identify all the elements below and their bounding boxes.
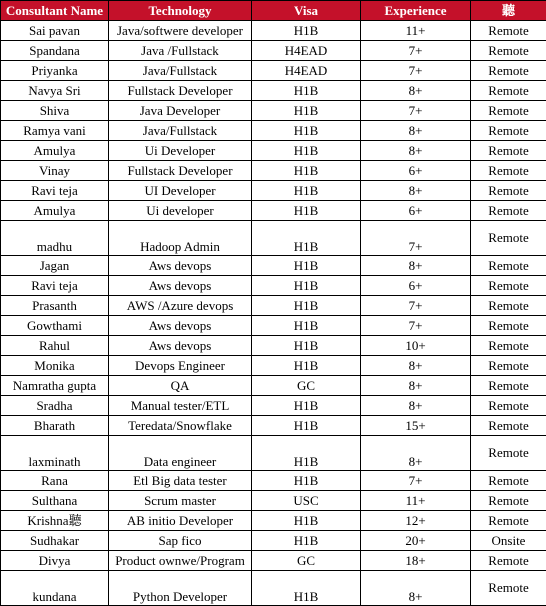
table-row [1, 181, 546, 201]
table-row [1, 41, 546, 61]
consultant-name-cell: Ramya vani [1, 121, 109, 141]
experience-cell: 11+ [361, 21, 471, 41]
visa-cell: H1B [252, 571, 361, 606]
table-row [1, 141, 546, 161]
visa-cell: H1B [252, 81, 361, 101]
consultant-name-cell: Gowthami [1, 316, 109, 336]
technology-cell: QA [109, 376, 252, 396]
visa-cell: H1B [252, 221, 361, 256]
experience-cell: 18+ [361, 551, 471, 571]
table-row [1, 201, 546, 221]
location-cell: Remote [471, 491, 546, 511]
technology-cell: Teredata/Snowflake [109, 416, 252, 436]
table-row [1, 161, 546, 181]
consultant-name-cell: Sai pavan [1, 21, 109, 41]
table-row [1, 571, 546, 606]
consultant-name-cell: Amulya [1, 141, 109, 161]
experience-cell: 7+ [361, 101, 471, 121]
consultant-name-cell: Jagan [1, 256, 109, 276]
visa-cell: USC [252, 491, 361, 511]
technology-cell: Ui developer [109, 201, 252, 221]
visa-cell: H1B [252, 201, 361, 221]
consultant-name-cell: Krishna聽 [1, 511, 109, 531]
table-row [1, 531, 546, 551]
location-cell: Remote [471, 121, 546, 141]
location-cell: Remote [471, 571, 546, 606]
header-visa: Visa [252, 1, 361, 21]
table-row [1, 81, 546, 101]
consultant-name-cell: Amulya [1, 201, 109, 221]
experience-cell: 6+ [361, 161, 471, 181]
technology-cell: Java /Fullstack [109, 41, 252, 61]
technology-cell: Hadoop Admin [109, 221, 252, 256]
consultant-name-cell: Vinay [1, 161, 109, 181]
technology-cell: Ui Developer [109, 141, 252, 161]
visa-cell: H1B [252, 471, 361, 491]
table-row [1, 551, 546, 571]
experience-cell: 6+ [361, 201, 471, 221]
consultant-name-cell: Namratha gupta [1, 376, 109, 396]
experience-cell: 10+ [361, 336, 471, 356]
table-header [1, 1, 546, 21]
experience-cell: 8+ [361, 356, 471, 376]
experience-cell: 8+ [361, 436, 471, 471]
consultant-name-cell: madhu [1, 221, 109, 256]
location-cell: Remote [471, 551, 546, 571]
table-row [1, 316, 546, 336]
consultant-name-cell: Divya [1, 551, 109, 571]
technology-cell: Fullstack Developer [109, 81, 252, 101]
technology-cell: UI Developer [109, 181, 252, 201]
experience-cell: 7+ [361, 471, 471, 491]
table-row [1, 416, 546, 436]
visa-cell: H4EAD [252, 61, 361, 81]
table-row [1, 61, 546, 81]
consultant-name-cell: Rahul [1, 336, 109, 356]
table-row [1, 256, 546, 276]
experience-cell: 6+ [361, 276, 471, 296]
technology-cell: Aws devops [109, 316, 252, 336]
technology-cell: Manual tester/ETL [109, 396, 252, 416]
experience-cell: 7+ [361, 316, 471, 336]
consultant-name-cell: Rana [1, 471, 109, 491]
table-row [1, 221, 546, 256]
consultant-name-cell: Prasanth [1, 296, 109, 316]
location-cell: Remote [471, 296, 546, 316]
location-cell: Remote [471, 396, 546, 416]
visa-cell: GC [252, 551, 361, 571]
technology-cell: Scrum master [109, 491, 252, 511]
table-row [1, 121, 546, 141]
location-cell: Remote [471, 221, 546, 256]
visa-cell: H1B [252, 101, 361, 121]
consultant-name-cell: Bharath [1, 416, 109, 436]
location-cell: Remote [471, 436, 546, 471]
visa-cell: H1B [252, 511, 361, 531]
technology-cell: Sap fico [109, 531, 252, 551]
experience-cell: 20+ [361, 531, 471, 551]
technology-cell: Java Developer [109, 101, 252, 121]
location-cell: Remote [471, 356, 546, 376]
experience-cell: 11+ [361, 491, 471, 511]
table-row [1, 276, 546, 296]
location-cell: Remote [471, 316, 546, 336]
visa-cell: H1B [252, 141, 361, 161]
header-location: 聽 [471, 1, 546, 21]
consultant-name-cell: Sudhakar [1, 531, 109, 551]
location-cell: Remote [471, 511, 546, 531]
consultant-name-cell: Spandana [1, 41, 109, 61]
table-row [1, 511, 546, 531]
location-cell: Remote [471, 276, 546, 296]
table-row [1, 356, 546, 376]
location-cell: Remote [471, 416, 546, 436]
consultant-name-cell: Sradha [1, 396, 109, 416]
table-row [1, 396, 546, 416]
visa-cell: H1B [252, 436, 361, 471]
consultant-name-cell: Shiva [1, 101, 109, 121]
visa-cell: H1B [252, 161, 361, 181]
visa-cell: H1B [252, 531, 361, 551]
location-cell: Remote [471, 161, 546, 181]
technology-cell: Aws devops [109, 336, 252, 356]
technology-cell: Java/Fullstack [109, 61, 252, 81]
experience-cell: 15+ [361, 416, 471, 436]
visa-cell: H1B [252, 416, 361, 436]
location-cell: Remote [471, 376, 546, 396]
technology-cell: AB initio Developer [109, 511, 252, 531]
consultant-name-cell: kundana [1, 571, 109, 606]
technology-cell: Aws devops [109, 256, 252, 276]
location-cell: Remote [471, 41, 546, 61]
visa-cell: H1B [252, 396, 361, 416]
technology-cell: Etl Big data tester [109, 471, 252, 491]
location-cell: Remote [471, 256, 546, 276]
table-row [1, 296, 546, 316]
visa-cell: GC [252, 376, 361, 396]
technology-cell: Python Developer [109, 571, 252, 606]
experience-cell: 8+ [361, 181, 471, 201]
consultant-name-cell: Monika [1, 356, 109, 376]
experience-cell: 8+ [361, 81, 471, 101]
location-cell: Remote [471, 61, 546, 81]
experience-cell: 8+ [361, 376, 471, 396]
technology-cell: Devops Engineer [109, 356, 252, 376]
consultant-name-cell: laxminath [1, 436, 109, 471]
visa-cell: H1B [252, 181, 361, 201]
experience-cell: 8+ [361, 121, 471, 141]
visa-cell: H1B [252, 356, 361, 376]
visa-cell: H1B [252, 316, 361, 336]
header-experience: Experience [361, 1, 471, 21]
location-cell: Remote [471, 21, 546, 41]
location-cell: Remote [471, 141, 546, 161]
experience-cell: 8+ [361, 256, 471, 276]
visa-cell: H1B [252, 276, 361, 296]
table-body [1, 21, 546, 606]
header-technology: Technology [109, 1, 252, 21]
consultant-name-cell: Sulthana [1, 491, 109, 511]
experience-cell: 7+ [361, 41, 471, 61]
location-cell: Remote [471, 101, 546, 121]
location-cell: Remote [471, 181, 546, 201]
technology-cell: Data engineer [109, 436, 252, 471]
experience-cell: 7+ [361, 221, 471, 256]
consultant-name-cell: Ravi teja [1, 181, 109, 201]
technology-cell: Fullstack Developer [109, 161, 252, 181]
table-row [1, 436, 546, 471]
technology-cell: Aws devops [109, 276, 252, 296]
location-cell: Remote [471, 336, 546, 356]
header-consultant-name: Consultant Name [1, 1, 109, 21]
header-row [1, 1, 546, 21]
visa-cell: H1B [252, 121, 361, 141]
consultant-name-cell: Navya Sri [1, 81, 109, 101]
visa-cell: H1B [252, 256, 361, 276]
technology-cell: Java/Fullstack [109, 121, 252, 141]
location-cell: Onsite [471, 531, 546, 551]
technology-cell: Product ownwe/Program [109, 551, 252, 571]
table-row [1, 336, 546, 356]
consultant-name-cell: Ravi teja [1, 276, 109, 296]
visa-cell: H1B [252, 21, 361, 41]
visa-cell: H1B [252, 296, 361, 316]
location-cell: Remote [471, 81, 546, 101]
experience-cell: 8+ [361, 396, 471, 416]
experience-cell: 12+ [361, 511, 471, 531]
experience-cell: 7+ [361, 296, 471, 316]
location-cell: Remote [471, 471, 546, 491]
table-row [1, 101, 546, 121]
table-row [1, 491, 546, 511]
consultant-name-cell: Priyanka [1, 61, 109, 81]
location-cell: Remote [471, 201, 546, 221]
visa-cell: H1B [252, 336, 361, 356]
experience-cell: 8+ [361, 571, 471, 606]
visa-cell: H4EAD [252, 41, 361, 61]
table-row [1, 21, 546, 41]
experience-cell: 8+ [361, 141, 471, 161]
table-row [1, 376, 546, 396]
experience-cell: 7+ [361, 61, 471, 81]
technology-cell: Java/softwere developer [109, 21, 252, 41]
technology-cell: AWS /Azure devops [109, 296, 252, 316]
table-row [1, 471, 546, 491]
